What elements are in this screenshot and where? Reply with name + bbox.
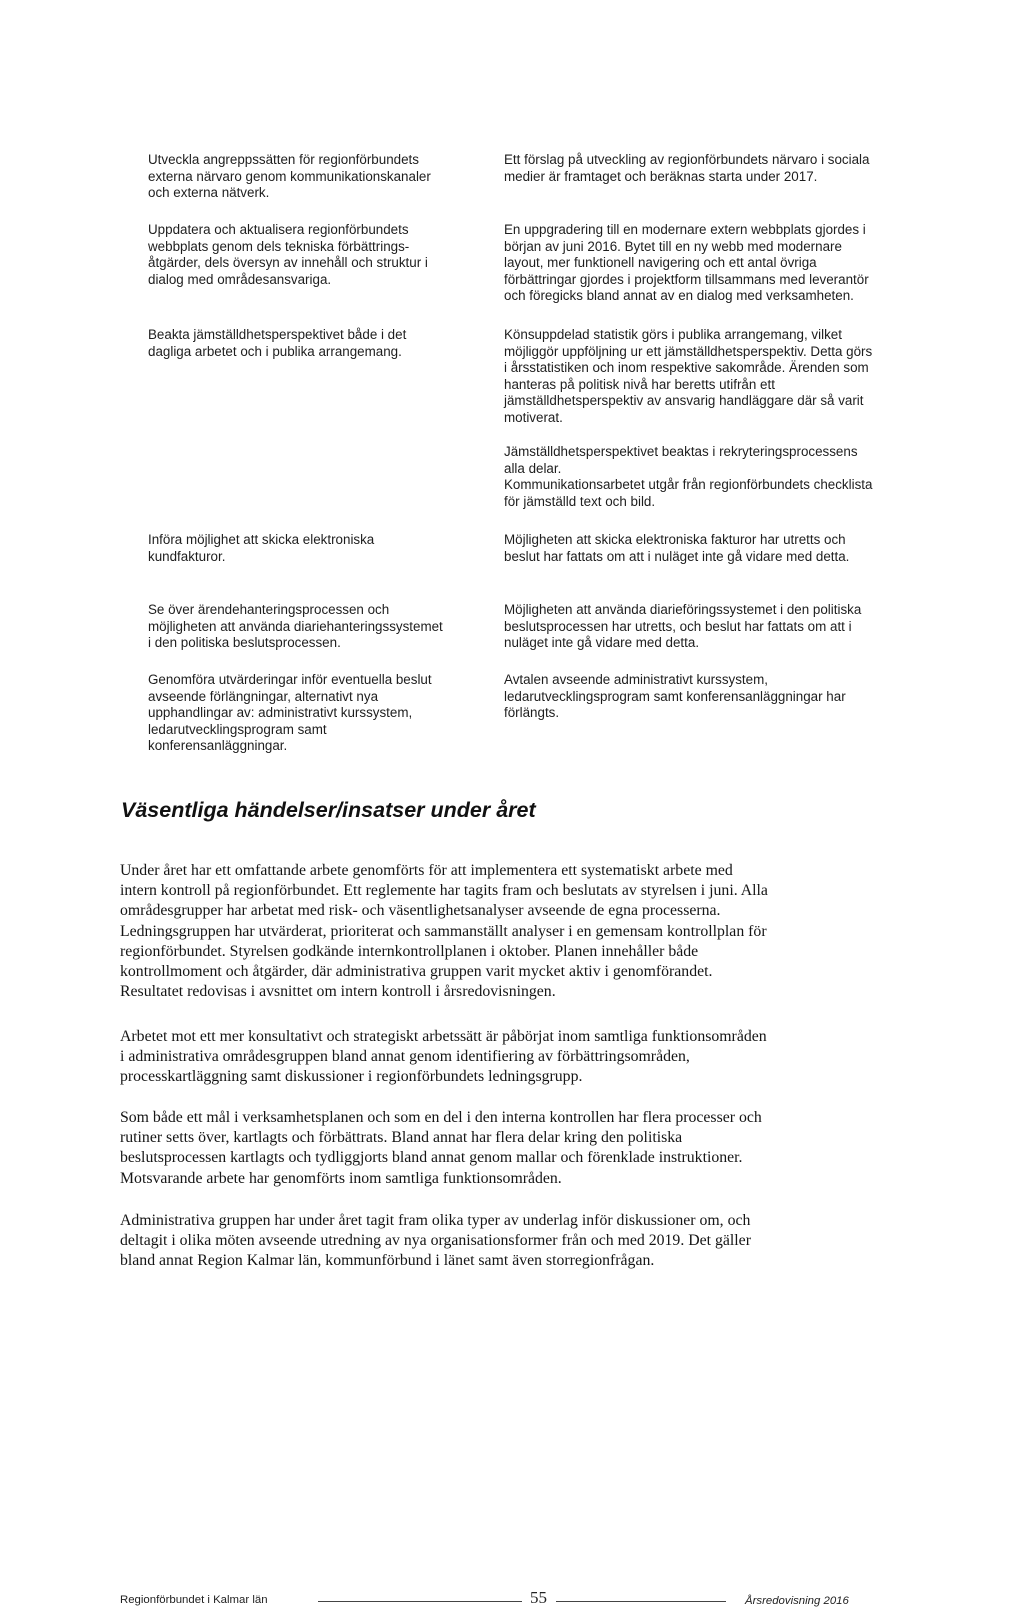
section-heading: Väsentliga händelser/insatser under året [121,798,536,822]
footer-page-number: 55 [530,1588,547,1607]
table-row-1-outcome: Ett förslag på utveckling av regionförbundets närvaro i sociala medier är framtaget och beräknas starta under 2017. [504,152,870,184]
body-paragraph-3: Som både ett mål i verksamhetsplanen och som en del i den interna kontrollen har flera processer och rutiner setts över, kartlagts och förbättrats. Bland annat har flera delar kring den politiska beslutsprocessen kartlagts och tydliggjorts bland annat genom mallar och förenklade instruktioner. Motsvarande arbete har genomförts inom samtliga funktionsområden. [120,1109,762,1187]
table-row-4-outcome: Jämställdhetsperspektivet beaktas i rekryteringsprocessens alla delar. Kommunikationsarbetet utgår från regionförbundets checklista för jämställd text och bild. [504,444,873,509]
table-row-6-outcome: Möjligheten att använda diarieföringssystemet i den politiska beslutsprocessen har utretts, och beslut har fattats om att i nuläget inte gå vidare med detta. [504,602,862,651]
table-row-2-outcome: En uppgradering till en modernare extern webbplats gjordes i början av juni 2016. Bytet till en ny webb med modernare layout, mer funktionell navigering och ett antal övriga förbättringar gjordes i projektform tillsammans med leverantör och föregicks bland annat av en dialog med verksamheten. [504,222,869,304]
body-paragraph-1: Under året har ett omfattande arbete genomförts för att implementera ett systematiskt arbete med intern kontroll på regionförbundet. Ett reglemente har tagits fram och beslutats av styrelsen i juni. Alla områdesgrupper har arbetat med risk- och väsentlighetsanalyser avseende de egna processerna. Ledningsgruppen har utvärderat, prioriterat och sammanställt analyser i en gemensam kontrollplan för regionförbundet. Styrelsen godkände internkontrollplanen i oktober. Planen innehåller både kontrollmoment och åtgärder, där administrativa gruppen varit mycket aktiv i genomförandet. Resultatet redovisas i avsnittet om intern kontroll i årsredovisningen. [120,862,768,1001]
footer-report-title: Årsredovisning 2016 [745,1595,849,1607]
table-row-7-outcome: Avtalen avseende administrativt kurssystem, ledarutvecklingsprogram samt konferensanläggningar har förlängts. [504,672,846,721]
footer-rule-right [556,1601,726,1602]
body-paragraph-4: Administrativa gruppen har under året tagit fram olika typer av underlag inför diskussioner om, och deltagit i olika möten avseende utredning av nya organisationsformer från och med 2019. Det gäller bland annat Region Kalmar län, kommunförbund i länet samt även storregionfrågan. [120,1212,751,1270]
table-row-3-goal: Beakta jämställdhetsperspektivet både i det dagliga arbetet och i publika arrangemang. [148,327,407,359]
table-row-5-goal: Införa möjlighet att skicka elektroniska kundfakturor. [148,532,375,564]
table-row-7-goal: Genomföra utvärderingar inför eventuella beslut avseende förlängningar, alternativt nya upphandlingar av: administrativt kurssystem, ledarutvecklingsprogram samt konferensanläggningar. [148,672,432,754]
table-row-2-goal: Uppdatera och aktualisera regionförbundets webbplats genom dels tekniska förbättrings- åtgärder, dels översyn av innehåll och struktur i dialog med områdesansvariga. [148,222,428,287]
table-row-3-outcome: Könsuppdelad statistik görs i publika arrangemang, vilket möjliggör uppföljning ur ett jämställdhetsperspektiv. Detta görs i årsstatistiken och inom respektive sakområde. Ärenden som hanteras på politisk nivå har beretts utifrån ett jämställdhetsperspektiv av ansvarig handläggare där så varit motiverat. [504,327,873,425]
footer-rule-left [318,1601,522,1602]
table-row-6-goal: Se över ärendehanteringsprocessen och möjligheten att använda diariehanteringssystemet i den politiska beslutsprocessen. [148,602,443,651]
table-row-1-goal: Utveckla angreppssätten för regionförbundets externa närvaro genom kommunikationskanaler och externa nätverk. [148,152,431,201]
body-paragraph-2: Arbetet mot ett mer konsultativt och strategiskt arbetssätt är påbörjat inom samtliga funktionsområden i administrativa områdesgruppen bland annat genom identifiering av förbättringsområden, processkartläggning samt diskussioner i regionförbundets ledningsgrupp. [120,1028,767,1086]
table-row-5-outcome: Möjligheten att skicka elektroniska fakturor har utretts och beslut har fattats om att i nuläget inte gå vidare med detta. [504,532,850,564]
footer-organization: Regionförbundet i Kalmar län [120,1594,268,1606]
